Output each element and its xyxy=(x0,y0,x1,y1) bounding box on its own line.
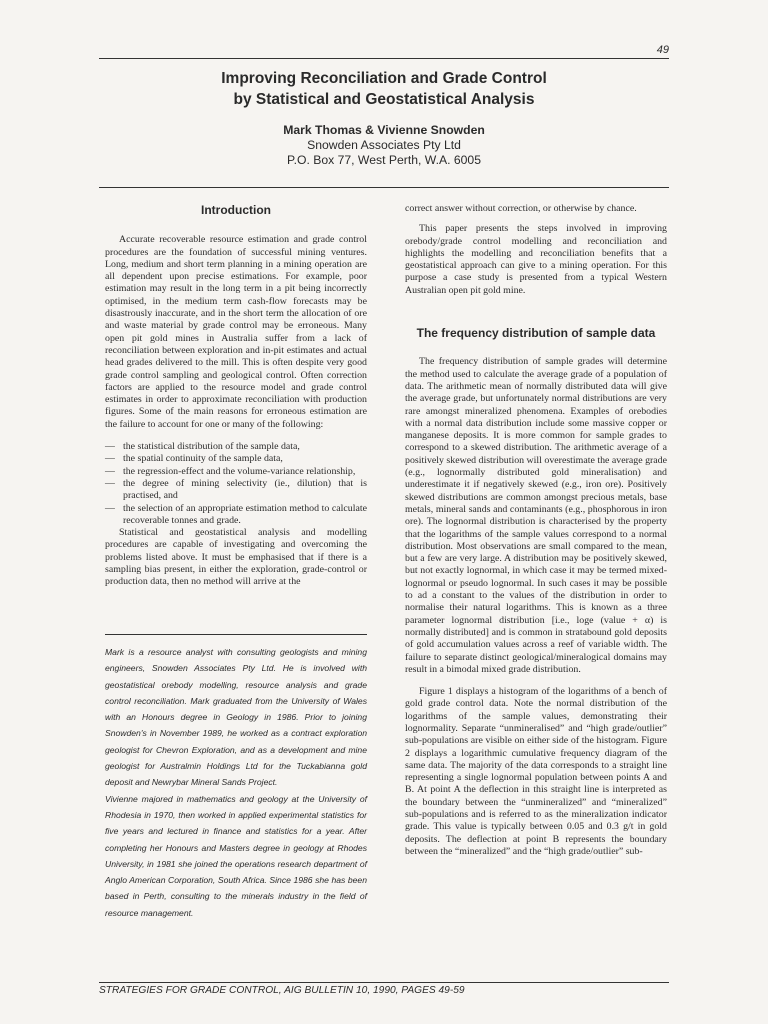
author-names: Mark Thomas & Vivienne Snowden xyxy=(283,123,485,137)
dash-marker: — xyxy=(105,465,115,477)
dash-marker: — xyxy=(105,477,115,489)
author-address: P.O. Box 77, West Perth, W.A. 6005 xyxy=(287,153,481,167)
frequency-paragraph-2: Figure 1 displays a histogram of the logarithms of a bench of gold grade control data. Note the normal distribution of the logarithms of the sample values, demonstrating their lognormality. Separate “unmineralised” and “high grade/outlier” sub-populations are visible on either side of the histogram. Figure 2 displays a logarithmic cumulative frequency diagram of the same data. The majority of the data corresponds to a straight line representing a single lognormal population between points A and B. At point A the deflection in this straight line is interpreted as the boundary between the “unmineralized” and “mineralized” sub-populations and is referred to as the mineralization indicator grade. This value is typically between 0.05 and 0.3 g/t in gold deposits. The deflection at point B represents the boundary between the “mineralized” and the “high grade/outlier” sub- xyxy=(405,686,667,857)
footer-citation: STRATEGIES FOR GRADE CONTROL, AIG BULLETIN 10, 1990, PAGES 49-59 xyxy=(99,985,465,996)
page-number: 49 xyxy=(656,44,669,56)
footer-rule xyxy=(99,982,669,983)
right-column xyxy=(405,203,667,858)
frequency-heading: The frequency distribution of sample data xyxy=(416,326,656,341)
introduction-paragraph-2: Statistical and geostatistical analysis and modelling procedures are capable of investigating and overcoming the problems listed above. It must be emphasised that if there is a sampling bias present, in either the exploration, grade-control or production data, then no method will arrive at the xyxy=(105,527,367,588)
author-biography xyxy=(105,644,367,921)
introduction-heading: Introduction xyxy=(201,203,271,217)
introduction-paragraph-1: Accurate recoverable resource estimation and grade control procedures are the foundation of successful mining ventures. Long, medium and short term planning in a mining operation are all dependent upon precise estimations. For example, poor estimation may result in the long term in a pit being incorrectly optimised, in the medium term cash-flow forecasts may be disastrously inaccurate, and in the short term the allocation of ore and waste material by grade control may be erroneous. Many open pit gold mines in Australia suffer from a lack of reconciliation between exploration and in-pit estimates and actual head grades delivered to the mill. This is often despite very good grade control sampling and geological control. Often correction factors are applied to the resource model and grade control estimates in order to approximate reconciliation with production figures. Some of the main reasons for erroneous estimation are the failure to account for one or many of the following: xyxy=(105,234,367,430)
author-company: Snowden Associates Pty Ltd xyxy=(307,138,461,152)
bio-paragraph-mark: Mark is a resource analyst with consulting geologists and mining engineers, Snowden Associates Pty Ltd. He is involved with geostatistical orebody modelling, resource analysis and grade control reconciliation. Mark graduated from the University of Wales with an Honours degree in Geology in 1986. Prior to joining Snowden's in November 1989, he worked as a contract exploration geologist for Chevron Exploration, and as a development and mine geologist for Australmin Holdings Ltd for the Tuckabianna gold deposit and Newrybar Mineral Sands Project. xyxy=(105,647,367,788)
list-item-text: the degree of mining selectivity (ie., dilution) that is practised, and xyxy=(123,477,367,502)
title-separator-rule xyxy=(99,187,669,188)
list-item-text: the regression-effect and the volume-variance relationship, xyxy=(123,465,356,477)
bio-rule xyxy=(105,634,367,635)
bio-paragraph-vivienne: Vivienne majored in mathematics and geology at the University of Rhodesia in 1970, then worked in applied experimental statistics for five years and lectured in finance and statistics for a year. After completing her Honours and Masters degree in geology at Rhodes University, in 1981 she joined the operations research department of Anglo American Corporation, South Africa. Since 1986 she has been based in Perth, consulting to the minerals industry in the field of resource management. xyxy=(105,793,367,918)
list-item xyxy=(105,466,367,478)
left-column xyxy=(105,203,367,589)
author-block xyxy=(99,123,669,168)
list-item xyxy=(105,453,367,465)
list-item-text: the selection of an appropriate estimation method to calculate recoverable tonnes and grade. xyxy=(123,502,367,526)
list-item xyxy=(105,441,367,453)
title-line-2: by Statistical and Geostatistical Analysis xyxy=(233,91,535,108)
dash-marker: — xyxy=(105,441,115,453)
dash-marker: — xyxy=(105,453,115,465)
introduction-paragraph-3: correct answer without correction, or otherwise by chance. xyxy=(405,203,637,214)
frequency-paragraph-1: The frequency distribution of sample grades will determine the method used to calculate the average grade of a population of data. The arithmetic mean of normally distributed data will give the average grade, but unfortunately normal distributions are very rare amongst mineralized phenomena. Examples of orebodies with a normal data distribution include some massive copper or manganese deposits. It is more common for sample grades to correspond to a skewed distribution. The arithmetic average of a positively skewed distribution will overestimate the average grade (e.g., lognormally distributed gold mineralisation) and underestimate it if negatively skewed (e.g., iron ore). Positively skewed distributions are common amongst precious metals, base metals, mineral sands and contaminants (e.g., phosphorous in iron ore). The lognormal distribution is characterised by the property that the logarithms of the sample values correspond to a normal distribution. Most observations are small compared to the mean, but a few are very large. A distribution may be positively skewed, but not exactly lognormal, in which case it may be termed mixed-lognormal or pseudo lognormal. In such cases it may be possible to ad a constant to the values of the distribution in order to normalise their natural logarithms. This is known as a three parameter lognormal distribution [i.e., loge (value + α) is normally distributed] and is common in stratabound gold deposits of gold accumulation values across a reef of variable width. The failure to separate distinct geological/mineralogical domains may result in a bimodal mixed grade distribution. xyxy=(405,356,667,675)
header-rule xyxy=(99,58,669,59)
list-item xyxy=(105,503,367,528)
introduction-paragraph-4: This paper presents the steps involved in improving orebody/grade control modelling and reconciliation and highlights the modelling and reconciliation benefits that a geostatistical approach can give to a mining operation. For this purpose a case study is presented from a typical Western Australian open pit gold mine. xyxy=(405,223,667,296)
list-item xyxy=(105,478,367,503)
failure-reasons-list xyxy=(105,441,367,527)
paper-title xyxy=(99,68,669,110)
title-line-1: Improving Reconciliation and Grade Control xyxy=(221,70,547,87)
list-item-text: the spatial continuity of the sample data, xyxy=(123,453,283,465)
list-item-text: the statistical distribution of the sample data, xyxy=(123,441,300,453)
dash-marker: — xyxy=(105,502,115,514)
